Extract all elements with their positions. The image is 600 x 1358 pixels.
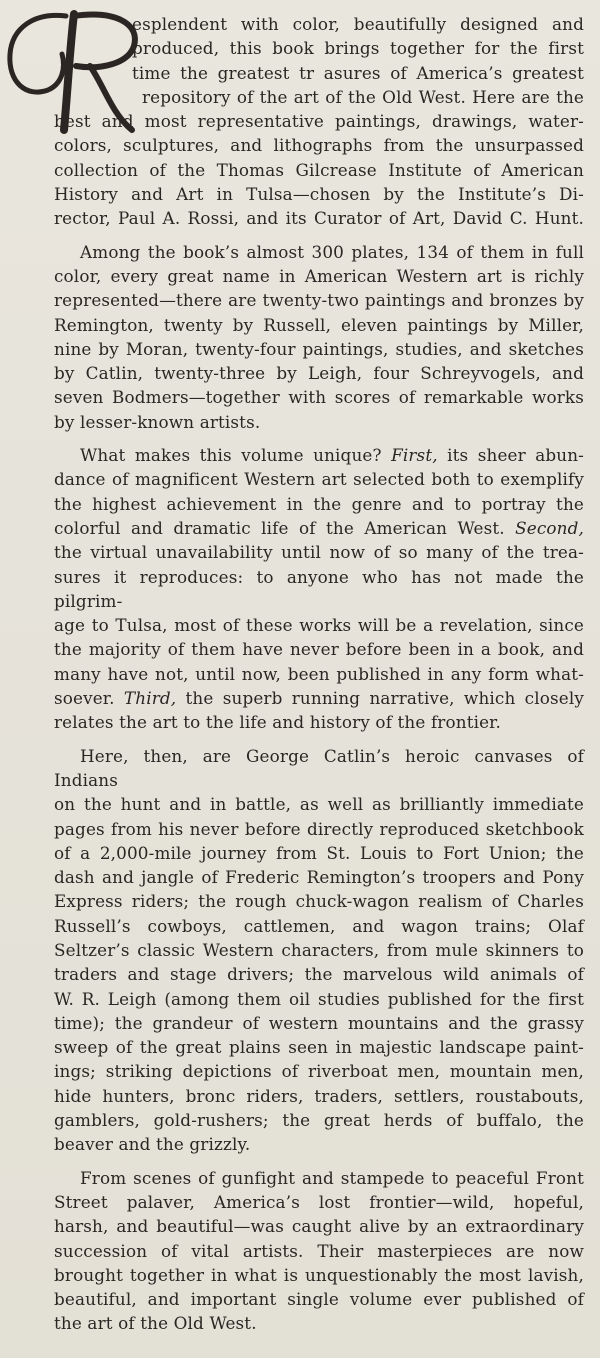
text-line: hide hunters, bronc riders, traders, settlers, roustabouts, — [54, 1085, 584, 1106]
paragraph-2 — [54, 240, 584, 434]
text-line: succession of vital artists. Their masterpieces are now — [54, 1240, 584, 1261]
text-line: Remington, twenty by Russell, eleven paintings by Miller, — [54, 314, 584, 335]
text-line: time); the grandeur of western mountains and the grassy — [54, 1012, 584, 1033]
text-line: Seltzer’s classic Western characters, from mule skinners to — [54, 939, 584, 960]
text-line: seven Bodmers—together with scores of remarkable works — [54, 387, 584, 408]
text-line: best and most representative paintings, drawings, water- — [54, 111, 584, 132]
text-line: Here, then, are George Catlin’s heroic canvases of Indians — [54, 745, 584, 790]
text-line: represented—there are twenty-two paintings and bronzes by — [54, 290, 584, 311]
text-line: the highest achievement in the genre and to portray the — [54, 493, 584, 514]
text-line: the virtual unavailability until now of so many of the trea- — [54, 542, 584, 563]
text-line — [54, 516, 584, 540]
text-line: dance of magnificent Western art selected both to exemplify — [54, 469, 584, 490]
text-line: produced, this book brings together for the first — [132, 38, 584, 59]
text-line: rector, Paul A. Rossi, and its Curator of Art, David C. Hunt. — [54, 208, 584, 229]
text-line: traders and stage drivers; the marvelous wild animals of — [54, 964, 584, 985]
text-line: esplendent with color, beautifully designed and — [132, 14, 584, 34]
text-run: its sheer abun- — [437, 445, 584, 466]
text-line: color, every great name in American Western art is richly — [54, 265, 584, 286]
text-line: dash and jangle of Frederic Remington’s troopers and Pony — [54, 867, 584, 888]
text-line: Express riders; the rough chuck-wagon realism of Charles — [54, 891, 584, 912]
text-run: soever. — [54, 688, 124, 709]
text-line: ings; striking depictions of riverboat men, mountain men, — [54, 1061, 584, 1082]
text-line: nine by Moran, twenty-four paintings, studies, and sketches — [54, 338, 584, 359]
text-line: sweep of the great plains seen in majestic landscape paint- — [54, 1037, 584, 1058]
decorative-drop-cap-r — [4, 6, 144, 134]
italic-run: Third, — [123, 688, 177, 709]
text-line: the art of the Old West. — [54, 1313, 257, 1334]
text-line: harsh, and beautiful—was caught alive by an extraordinary — [54, 1216, 584, 1237]
text-line: collection of the Thomas Gilcrease Institute of American — [54, 159, 584, 180]
text-line: on the hunt and in battle, as well as brilliantly immediate — [54, 794, 584, 815]
text-line: by Catlin, twenty-three by Leigh, four Schreyvogels, and — [54, 363, 584, 384]
text-line: Among the book’s almost 300 plates, 134 of them in full — [80, 241, 584, 262]
italic-run: Second, — [515, 517, 584, 538]
text-line: beautiful, and important single volume ever published of — [54, 1289, 584, 1310]
paragraph-4 — [54, 744, 584, 1157]
text-line: colors, sculptures, and lithographs from the unsurpassed — [54, 135, 584, 156]
text-line: gamblers, gold-rushers; the great herds of buffalo, the — [54, 1110, 584, 1131]
text-line — [54, 686, 584, 710]
text-line: the majority of them have never before been in a book, and — [54, 639, 584, 660]
text-line: by lesser-known artists. — [54, 411, 261, 432]
text-line: of a 2,000-mile journey from St. Louis to Fort Union; the — [54, 842, 584, 863]
text-line: pages from his never before directly reproduced sketchbook — [54, 818, 584, 839]
text-line: repository of the art of the Old West. Here are the — [142, 86, 584, 107]
text-line: brought together in what is unquestionably the most lavish, — [54, 1264, 584, 1285]
text-line: From scenes of gunfight and stampede to peaceful Front — [80, 1167, 584, 1188]
text-line — [54, 443, 584, 467]
text-line: many have not, until now, been published in any form what- — [54, 663, 584, 684]
text-line: sures it reproduces: to anyone who has not made the pilgrim- — [54, 566, 584, 611]
text-line: relates the art to the life and history of the frontier. — [54, 712, 501, 733]
italic-run: First, — [391, 445, 438, 466]
text-line: History and Art in Tulsa—chosen by the Institute’s Di- — [54, 184, 584, 205]
text-run: What makes this volume unique? — [80, 445, 392, 466]
text-line: Street palaver, America’s lost frontier—wild, hopeful, — [54, 1191, 584, 1212]
text-line: beaver and the grizzly. — [54, 1134, 251, 1155]
text-line: W. R. Leigh (among them oil studies published for the first — [54, 988, 584, 1009]
text-line: Russell’s cowboys, cattlemen, and wagon trains; Olaf — [54, 915, 584, 936]
text-line: time the greatest tr asures of America’s greatest — [132, 62, 584, 83]
text-run: the superb running narrative, which closely — [176, 688, 584, 709]
text-line: age to Tulsa, most of these works will be a revelation, since — [54, 615, 584, 636]
paragraph-5 — [54, 1166, 584, 1336]
text-run: colorful and dramatic life of the American West. — [54, 517, 516, 538]
paragraph-3 — [54, 443, 584, 735]
